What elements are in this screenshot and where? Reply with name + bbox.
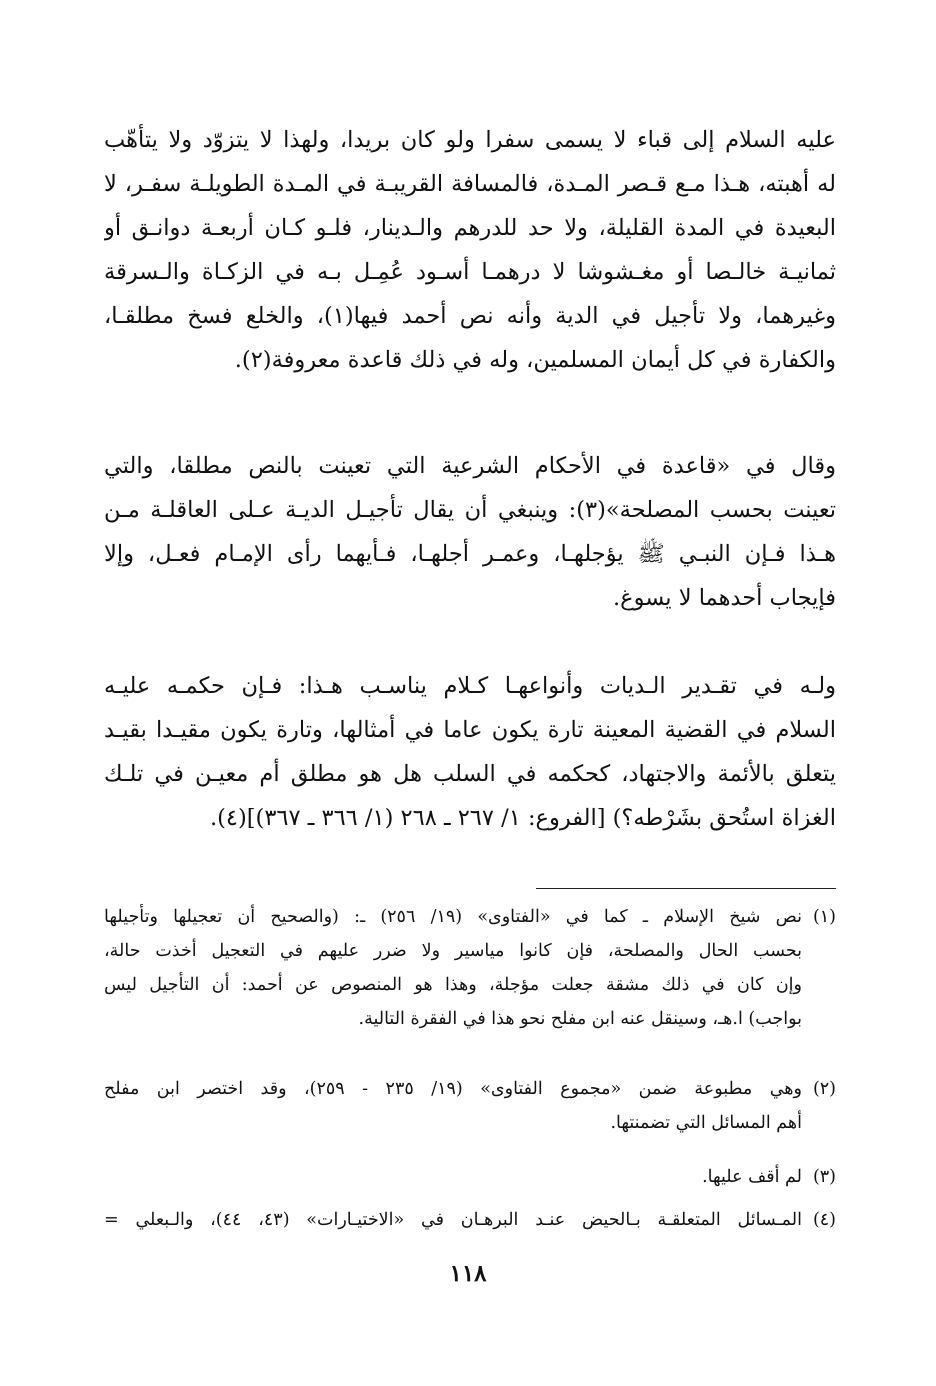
text-line: ولـه في تقـدير الـديات وأنواعهـا كـلام يناسـب هـذا: فـإن حكمـه عليـه xyxy=(104,673,836,699)
footnote-1 xyxy=(104,900,836,1036)
text-line: يتعلق بالأئمة والاجتهاد، كحكمه في السلب هل هو مطلق أم معيـن في تلـك xyxy=(104,761,836,787)
footnote-divider xyxy=(536,888,836,889)
text-line: عليه السلام إلى قباء لا يسمى سفرا ولو كان بريدا، ولهذا لا يتزوّد ولا يتأهّب xyxy=(104,127,836,153)
footnote-line: أهم المسائل التي تضمنتها. xyxy=(610,1113,802,1133)
text-line: السلام في القضية المعينة تارة يكون عاما في أمثالها، وتارة يكون مقيـدا بقيـد xyxy=(104,717,836,743)
text-line: له أهبته، هـذا مـع قـصر المـدة، فالمسافة القريبـة في المـدة الطويلـة سفـر، لا xyxy=(104,171,836,197)
paragraph-2 xyxy=(104,444,836,620)
paragraph-1 xyxy=(104,118,836,382)
footnote-number: (١) xyxy=(812,907,836,927)
text-line: البعيدة في المدة القليلة، ولا حد للدرهم والـدينار، فلـو كـان أربعـة دوانـق أو xyxy=(104,215,836,241)
footnote-number: (٢) xyxy=(812,1079,836,1099)
text-line: الغزاة استُحق بشَرْطه؟) [الفروع: ١/ ٢٦٧ ـ ٢٦٨ (١/ ٣٦٦ ـ ٣٦٧)](٤). xyxy=(209,805,836,831)
footnote-line: بحسب الحال والمصلحة، فإن كانوا مياسير ولا ضرر عليهم في التعجيل أخذت حالة، xyxy=(104,941,802,961)
text-line: ثمانيـة خالـصا أو مغـشوشا لا درهمـا أسـود عُمِـل بـه في الزكـاة والـسرقة xyxy=(104,259,836,285)
footnote-line: وإن كان في ذلك مشقة جعلت مؤجلة، وهذا هو المنصوص عن أحمد: أن التأجيل ليس xyxy=(104,975,802,995)
footnote-line: وهي مطبوعة ضمن «مجموع الفتاوى» (١٩/ ٢٣٥ - ٢٥٩)، وقد اختصر ابن مفلح xyxy=(104,1079,802,1099)
footnote-line: المـسائل المتعلقـة بـالحيض عنـد البرهـان في «الاختيـارات» (٤٣، ٤٤)، والـبعلي = xyxy=(104,1210,802,1230)
footnote-line: نص شيخ الإسلام ـ كما في «الفتاوى» (١٩/ ٢٥٦) ـ: (والصحيح أن تعجيلها وتأجيلها xyxy=(104,907,802,927)
text-line: وقال في «قاعدة في الأحكام الشرعية التي تعينت بالنص مطلقا، والتي xyxy=(104,453,836,479)
footnote-2 xyxy=(104,1072,836,1140)
footnote-line: لم أقف عليها. xyxy=(702,1167,802,1187)
text-line: فإيجاب أحدهما لا يسوغ. xyxy=(613,585,836,611)
paragraph-3 xyxy=(104,664,836,840)
text-line: وغيرهما، ولا تأجيل في الدية وأنه نص أحمد فيها(١)، والخلع فسخ مطلقـا، xyxy=(104,303,836,329)
text-line: والكفارة في كل أيمان المسلمين، وله في ذلك قاعدة معروفة(٢). xyxy=(234,347,836,373)
text-line: تعينت بحسب المصلحة»(٣): وينبغي أن يقال تأجيـل الديـة عـلى العاقلـة مـن xyxy=(104,497,836,523)
page-number: ١١٨ xyxy=(449,1260,487,1287)
footnote-number: (٣) xyxy=(812,1167,836,1187)
footnote-3 xyxy=(104,1160,836,1194)
book-page xyxy=(104,0,836,1386)
footnote-line: بواجب) ا.هـ، وسينقل عنه ابن مفلح نحو هذا في الفقرة التالية. xyxy=(358,1009,802,1029)
footnote-4 xyxy=(104,1203,836,1237)
text-line: هـذا فـإن النبـي ﷺ يؤجلهـا، وعمـر أجلهـا، فـأيهما رأى الإمـام فعـل، وإلا xyxy=(104,541,836,567)
footnote-number: (٤) xyxy=(812,1210,836,1230)
